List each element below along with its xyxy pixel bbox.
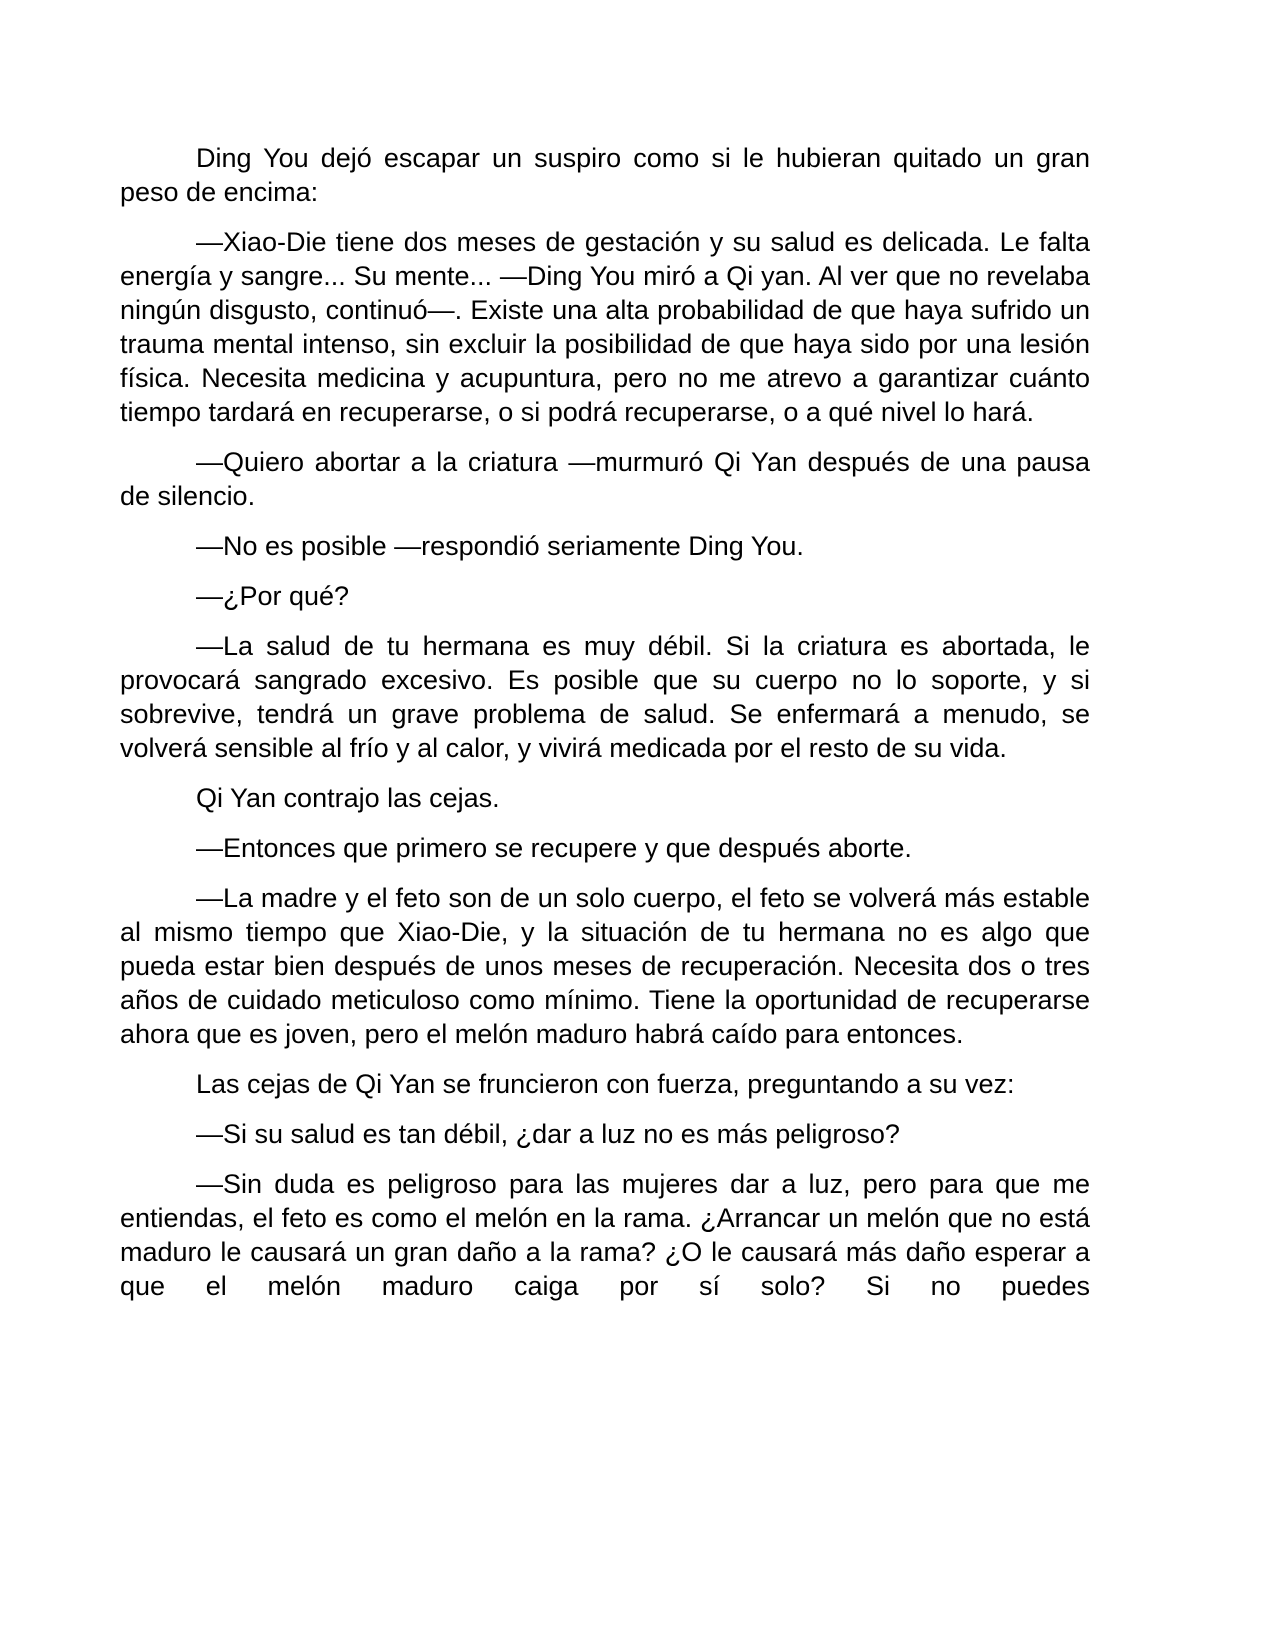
document-page <box>120 141 1090 1303</box>
paragraph: —¿Por qué? <box>196 581 350 611</box>
paragraph: —Sin duda es peligroso para las mujeres dar a luz, pero para que me entiendas, el feto es como el melón en la rama. ¿Arrancar un melón que no está maduro le causará un gran daño a la rama? ¿O le causará más daño esperar a que el melón maduro caiga por sí solo? Si no puedes <box>120 1169 1090 1301</box>
paragraph: Qi Yan contrajo las cejas. <box>196 783 500 813</box>
paragraph: —La madre y el feto son de un solo cuerpo, el feto se volverá más estable al mismo tiempo que Xiao-Die, y la situación de tu hermana no es algo que pueda estar bien después de unos meses de recuperación. Necesita dos o tres años de cuidado meticuloso como mínimo. Tiene la oportunidad de recuperarse ahora que es joven, pero el melón maduro habrá caído para entonces. <box>120 883 1090 1049</box>
paragraph: —Si su salud es tan débil, ¿dar a luz no es más peligroso? <box>196 1119 900 1149</box>
paragraph: —Xiao-Die tiene dos meses de gestación y su salud es delicada. Le falta energía y sangre... Su mente... —Ding You miró a Qi yan. Al ver que no revelaba ningún disgusto, continuó—. Existe una alta probabilidad de que haya sufrido un trauma mental intenso, sin excluir la posibilidad de que haya sido por una lesión física. Necesita medicina y acupuntura, pero no me atrevo a garantizar cuánto tiempo tardará en recuperarse, o si podrá recuperarse, o a qué nivel lo hará. <box>120 227 1090 427</box>
paragraph: —Quiero abortar a la criatura —murmuró Qi Yan después de una pausa de silencio. <box>120 447 1090 511</box>
paragraph: —La salud de tu hermana es muy débil. Si la criatura es abortada, le provocará sangrado excesivo. Es posible que su cuerpo no lo soporte, y si sobrevive, tendrá un grave problema de salud. Se enfermará a menudo, se volverá sensible al frío y al calor, y vivirá medicada por el resto de su vida. <box>120 631 1090 763</box>
paragraph: —No es posible —respondió seriamente Ding You. <box>196 531 804 561</box>
paragraph: —Entonces que primero se recupere y que después aborte. <box>196 833 912 863</box>
paragraph: Las cejas de Qi Yan se fruncieron con fuerza, preguntando a su vez: <box>196 1069 1015 1099</box>
paragraph: Ding You dejó escapar un suspiro como si le hubieran quitado un gran peso de encima: <box>120 143 1090 207</box>
